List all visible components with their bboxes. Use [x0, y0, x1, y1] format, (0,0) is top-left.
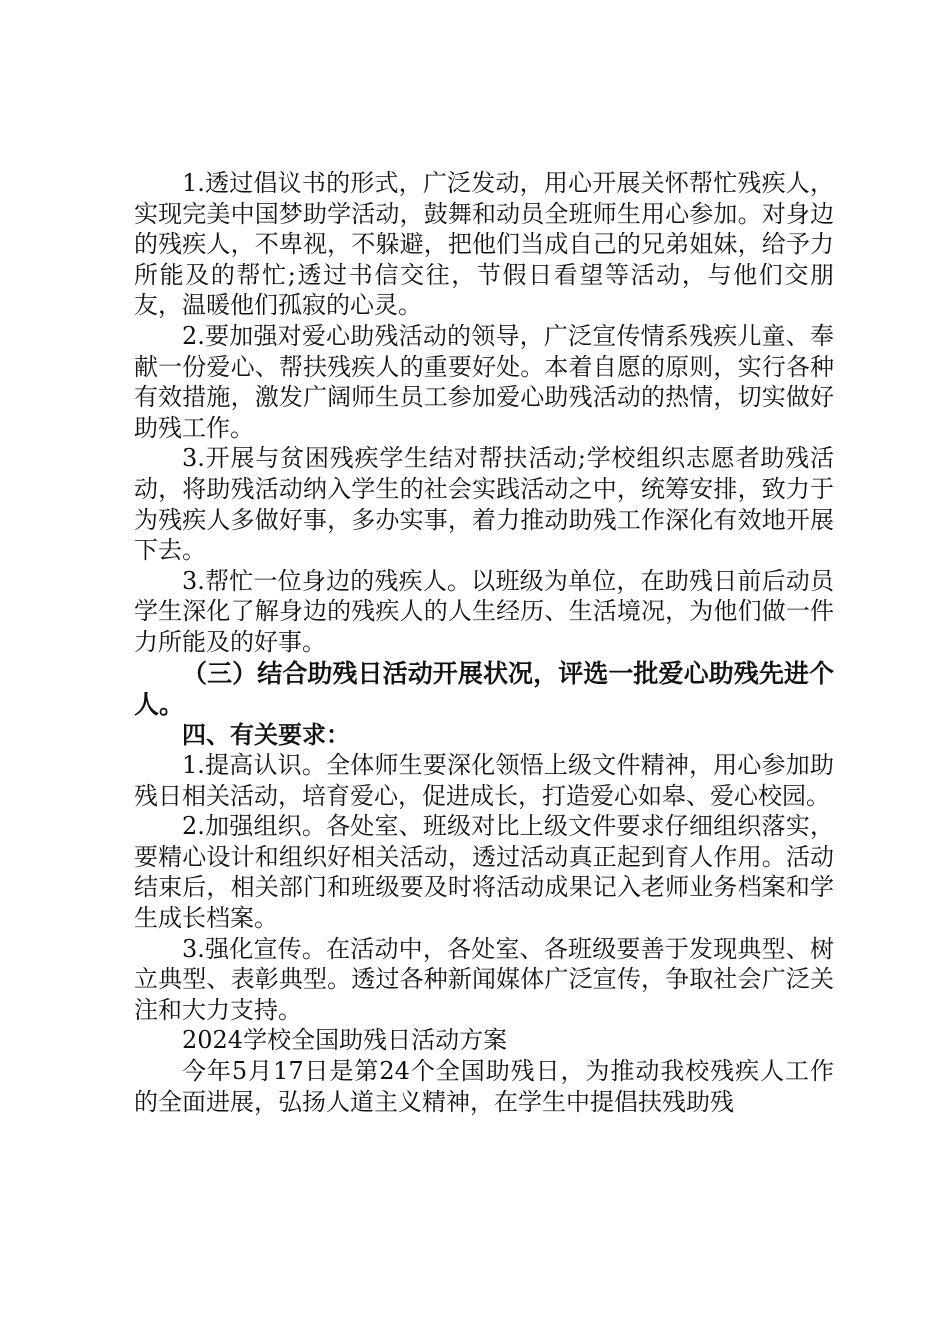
- document-body: [134, 168, 834, 1117]
- plan-title: 2024学校全国助残日活动方案: [182, 1026, 508, 1055]
- paragraph-item-3: 3.开展与贫困残疾学生结对帮扶活动;学校组织志愿者助残活动，将助残活动纳入学生的社会实践活动之中，统筹安排，致力于为残疾人多做好事，多办实事，着力推动助残工作深化有效地开展下去。: [134, 444, 834, 565]
- requirement-item-3: 3.强化宣传。在活动中，各处室、各班级要善于发现典型、树立典型、表彰典型。透过各种新闻媒体广泛宣传，争取社会广泛关注和大力支持。: [134, 934, 834, 1024]
- section-heading-requirements: 四、有关要求：: [182, 720, 350, 749]
- paragraph-item-1: 1.透过倡议书的形式，广泛发动，用心开展关怀帮忙残疾人，实现完美中国梦助学活动，鼓舞和动员全班师生用心参加。对身边的残疾人，不卑视，不躲避，把他们当成自己的兄弟姐妹，给予力所能及的帮忙;透过书信交往，节假日看望等活动，与他们交朋友，温暖他们孤寂的心灵。: [134, 169, 834, 320]
- requirement-item-1: 1.提高认识。全体师生要深化领悟上级文件精神，用心参加助残日相关活动，培育爱心，促进成长，打造爱心如皋、爱心校园。: [134, 751, 834, 810]
- requirement-item-2: 2.加强组织。各处室、班级对比上级文件要求仔细组织落实，要精心设计和组织好相关活动，透过活动真正起到育人作用。活动结束后，相关部门和班级要及时将活动成果记入老师业务档案和学生成长档案。: [134, 812, 834, 933]
- plan-intro-paragraph: 今年5月17日是第24个全国助残日，为推动我校残疾人工作的全面进展，弘扬人道主义精神，在学生中提倡扶残助残: [134, 1057, 834, 1116]
- paragraph-item-2: 2.要加强对爱心助残活动的领导，广泛宣传情系残疾儿童、奉献一份爱心、帮扶残疾人的重要好处。本着自愿的原则，实行各种有效措施，激发广阔师生员工参加爱心助残活动的热情，切实做好助残工作。: [134, 321, 834, 442]
- paragraph-item-3b: 3.帮忙一位身边的残疾人。以班级为单位，在助残日前后动员学生深化了解身边的残疾人的人生经历、生活境况，为他们做一件力所能及的好事。: [134, 566, 834, 656]
- section-heading-evaluation: （三）结合助残日活动开展状况，评选一批爱心助残先进个人。: [134, 658, 834, 719]
